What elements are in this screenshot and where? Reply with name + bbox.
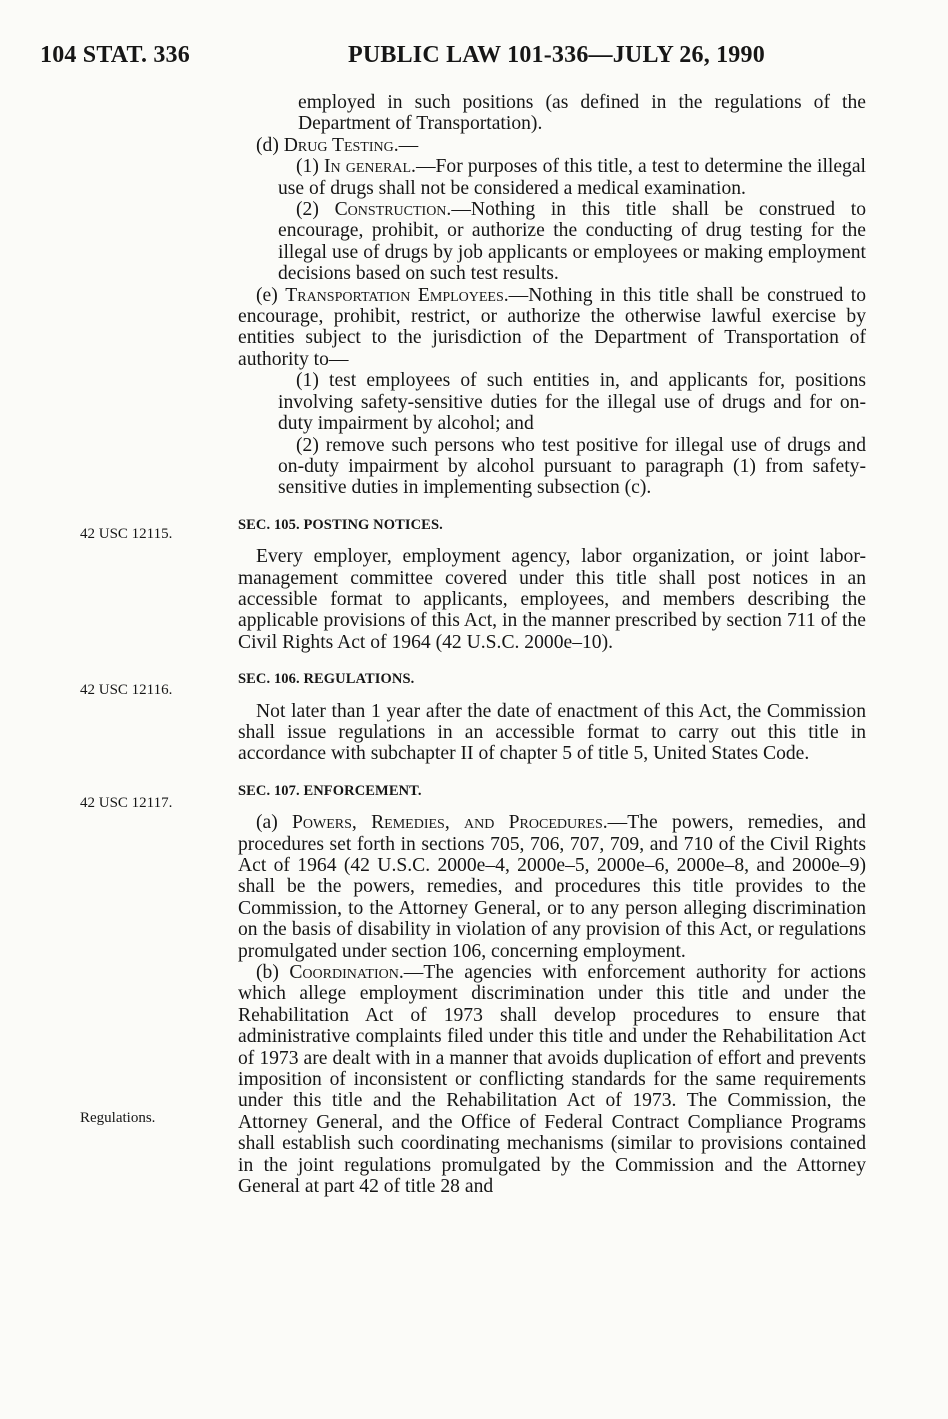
paragraph-e2: (2) remove such persons who test positive for illegal use of drugs and on-duty impairment by alcohol pursuant to paragraph (1) from safety-sensitive duties in implementing subsection (c). [278,434,866,499]
section-106-heading: SEC. 106. REGULATIONS. [238,671,415,688]
paragraph-d2: (2) Construction.—Nothing in this title shall be construed to encourage, prohibit, or authorize the conducting of drug testing for the illegal use of drugs by job applicants or employees or making employment decisions based on such test results. [278,199,866,285]
section-105-heading: SEC. 105. POSTING NOTICES. [238,516,443,533]
subsection-e: (e) Transportation Employees.—Nothing in this title shall be construed to encourage, prohibit, restrict, or authorize the otherwise lawful exercise by entities subject to the jurisdiction of the Department of Transportation of authority to— [238,284,866,370]
subsection-b: (b) Coordination.—The agencies with enforcement authority for actions which allege employment discrimination under this title and under the Rehabilitation Act of 1973 shall develop procedures to ensure that administrative complaints filed under this title and under the Rehabilitation Act of 1973 are dealt with in a manner that avoids duplication of effort and prevents imposition of inconsistent or conflicting standards for the same requirements under this title and the Rehabilitation Act of 1973. The Commission, the Attorney General, and the Office of Federal Contract Compliance Programs shall establish such coordinating mechanisms (similar to provisions contained in the joint regulations promulgated by the Commission and the Attorney General at part 42 of title 28 and [238,962,866,1198]
paragraph-d1-heading: In general [323,156,412,178]
document-body [238,92,866,1198]
paragraph-d2-heading: Construction [334,199,447,221]
paragraph-continuation: employed in such positions (as defined in the regulations of the Department of Transportation). [298,92,866,135]
subsection-d: (d) Drug Testing.— [256,134,419,156]
stat-page-number: 104 STAT. 336 [40,42,190,68]
margin-note-usc-12116: 42 USC 12116. [80,682,173,698]
section-107-heading: SEC. 107. ENFORCEMENT. [238,782,422,799]
margin-note-regulations: Regulations. [80,1110,156,1126]
section-105-text: Every employer, employment agency, labor organization, or joint labor-management committee covered under this title shall post notices in an accessible format to applicants, employees, and members describing the applicable provisions of this Act, in the manner prescribed by section 711 of the Civil Rights Act of 1964 (42 U.S.C. 2000e–10). [238,546,866,653]
paragraph-d1: (1) In general.—For purposes of this title, a test to determine the illegal use of drugs shall not be considered a medical examination. [278,156,866,199]
paragraph-e1: (1) test employees of such entities in, and applicants for, positions involving safety-sensitive duties for the illegal use of drugs and for on-duty impairment by alcohol; and [278,370,866,435]
section-106-text: Not later than 1 year after the date of enactment of this Act, the Commission shall issue regulations in an accessible format to carry out this title in accordance with subchapter II of chapter 5 of title 5, United States Code. [238,700,866,765]
margin-note-usc-12117: 42 USC 12117. [80,795,173,811]
subsection-a-heading: Powers, Remedies, and Procedures [292,812,603,834]
margin-note-usc-12115: 42 USC 12115. [80,526,173,542]
law-title: PUBLIC LAW 101-336—JULY 26, 1990 [348,42,765,68]
subsection-e-heading: Transportation Employees [285,284,504,306]
subsection-b-heading: Coordination [289,962,399,984]
subsection-d-heading: Drug Testing [283,134,394,156]
subsection-a: (a) Powers, Remedies, and Procedures.—The powers, remedies, and procedures set forth in sections 705, 706, 707, 709, and 710 of the Civil Rights Act of 1964 (42 U.S.C. 2000e–4, 2000e–5, 2000e–6, 2000e–8, and 2000e–9) shall be the powers, remedies, and procedures this title provides to the Commission, to the Attorney General, or to any person alleging discrimination on the basis of disability in violation of any provision of this Act, or regulations promulgated under section 106, concerning employment. [238,812,866,962]
